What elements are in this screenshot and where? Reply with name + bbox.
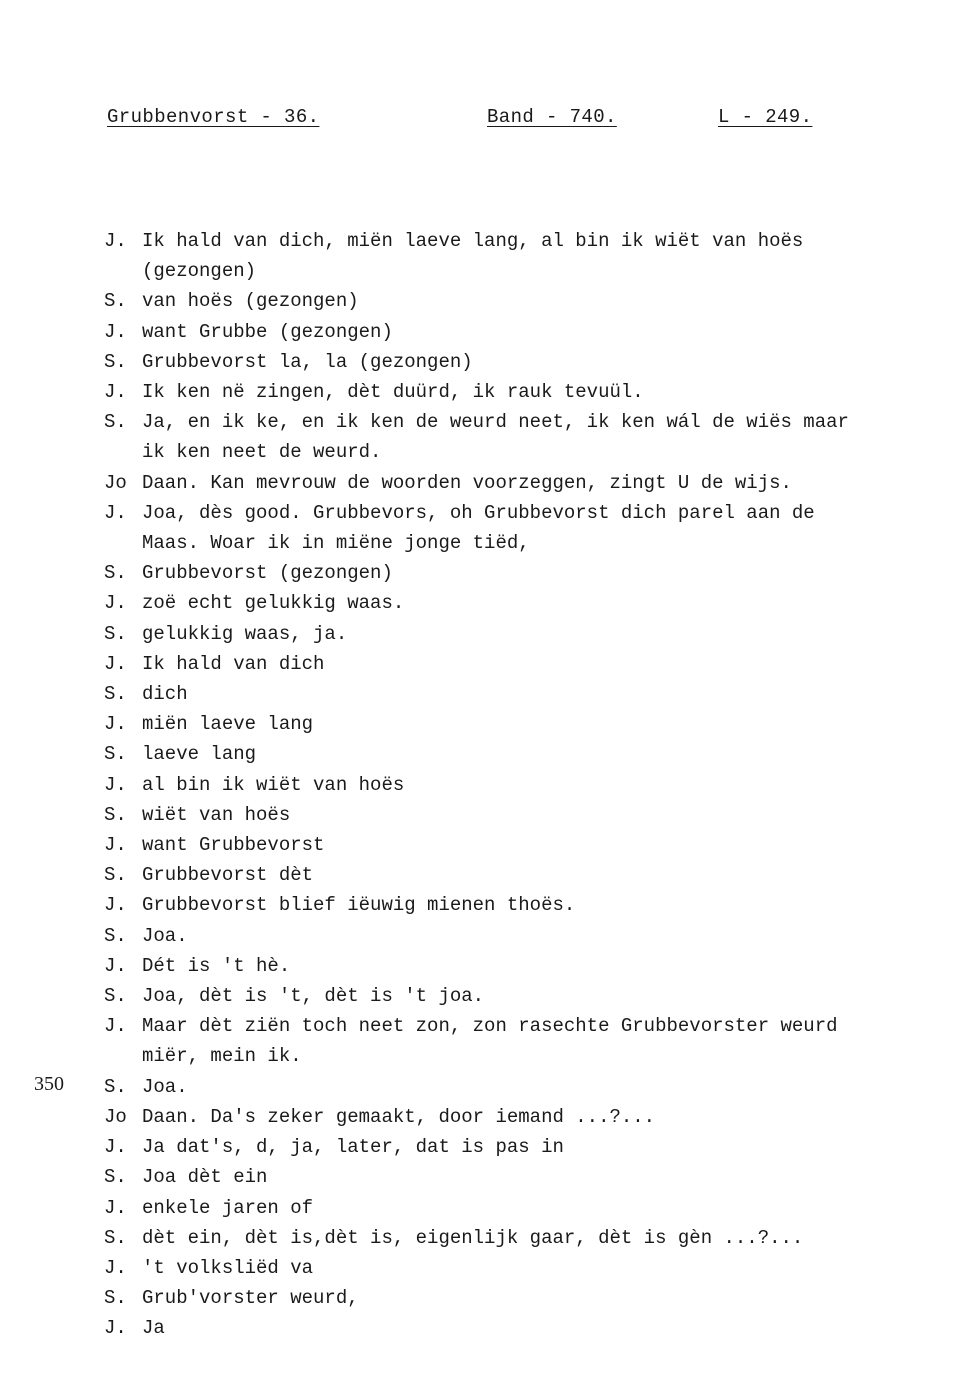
speaker-label: Jo <box>104 1105 127 1128</box>
speaker-label: J. <box>104 1256 127 1279</box>
utterance-text: Joa. <box>142 924 188 947</box>
utterance-text: van hoës (gezongen) <box>142 290 359 313</box>
utterance-text: Daan. Da's zeker gemaakt, door iemand ...?... <box>142 1105 656 1128</box>
transcript-line <box>0 1283 979 1313</box>
speaker-label: J. <box>104 501 127 524</box>
speaker-label: S. <box>104 803 127 826</box>
header-place: Grubbenvorst - 36. <box>107 106 320 128</box>
transcript-line <box>0 1011 979 1071</box>
transcript-line <box>0 1313 979 1343</box>
speaker-label: Jo <box>104 471 127 494</box>
transcript-line <box>0 226 979 286</box>
speaker-label: J. <box>104 592 127 615</box>
utterance-text: Maar dèt ziën toch neet zon, zon rasechte Grubbevorster weurd miër, mein ik. <box>142 1015 849 1068</box>
utterance-text: enkele jaren of <box>142 1196 314 1219</box>
margin-line-number: 350 <box>34 1073 64 1095</box>
utterance-text: Grubbevorst (gezongen) <box>142 562 393 585</box>
utterance-text: miën laeve lang <box>142 713 314 736</box>
speaker-label: S. <box>104 622 127 645</box>
utterance-text: zoë echt gelukkig waas. <box>142 592 405 615</box>
transcript-line <box>0 679 979 709</box>
utterance-text: Daan. Kan mevrouw de woorden voorzeggen, zingt U de wijs. <box>142 471 792 494</box>
utterance-text: dich <box>142 683 188 706</box>
transcript-line <box>0 951 979 981</box>
transcript-line <box>0 498 979 558</box>
utterance-text: Joa, dès good. Grubbevors, oh Grubbevorst dich parel aan de Maas. Woar ik in miëne jonge tiëd, <box>142 501 827 555</box>
speaker-label: S. <box>104 1075 127 1098</box>
transcript-line <box>0 347 979 377</box>
transcript-line <box>0 770 979 800</box>
speaker-label: J. <box>104 1196 127 1219</box>
transcript-line <box>0 1162 979 1192</box>
utterance-text: Joa. <box>142 1075 188 1098</box>
speaker-label: S. <box>104 290 127 313</box>
utterance-text: Ja dat's, d, ja, later, dat is pas in <box>142 1136 564 1159</box>
speaker-label: S. <box>104 924 127 947</box>
transcript-line <box>0 800 979 830</box>
transcript-line <box>0 1253 979 1283</box>
speaker-label: J. <box>104 381 127 404</box>
speaker-label: J. <box>104 773 127 796</box>
transcript-line <box>0 1223 979 1253</box>
speaker-label: J. <box>104 652 127 675</box>
speaker-label: J. <box>104 1317 127 1340</box>
header-leaf: L - 249. <box>718 106 813 128</box>
speaker-label: S. <box>104 864 127 887</box>
speaker-label: J. <box>104 320 127 343</box>
transcript-line <box>0 1132 979 1162</box>
speaker-label: S. <box>104 562 127 585</box>
speaker-label: J. <box>104 954 127 977</box>
speaker-label: S. <box>104 1166 127 1189</box>
utterance-text: laeve lang <box>142 743 257 766</box>
speaker-label: J. <box>104 1136 127 1159</box>
speaker-label: J. <box>104 230 127 252</box>
speaker-label: S. <box>104 1226 127 1249</box>
utterance-text: Ik hald van dich <box>142 652 325 675</box>
utterance-text: dèt ein, dèt is,dèt is, eigenlijk gaar, dèt is gèn ...?... <box>142 1226 804 1249</box>
utterance-text: Joa dèt ein <box>142 1166 268 1189</box>
utterance-text: Ik ken në zingen, dèt duürd, ik rauk tevuül. <box>142 381 644 404</box>
utterance-text: Grubbevorst la, la (gezongen) <box>142 350 473 373</box>
utterance-text: Grubbevorst blief iëuwig mienen thoës. <box>142 894 576 917</box>
utterance-text: Grub'vorster weurd, <box>142 1287 359 1310</box>
transcript-line <box>0 649 979 679</box>
speaker-label: S. <box>104 985 127 1008</box>
utterance-text: Ja <box>142 1317 165 1340</box>
transcript-line <box>0 468 979 498</box>
transcript-line <box>0 317 979 347</box>
utterance-text: Grubbevorst dèt <box>142 864 314 887</box>
speaker-label: J. <box>104 1015 127 1038</box>
transcript <box>0 226 979 1344</box>
transcript-line <box>0 407 979 467</box>
speaker-label: S. <box>104 1287 127 1310</box>
utterance-text: 't volksliëd va <box>142 1256 314 1279</box>
transcript-line <box>0 588 979 618</box>
utterance-text: Dét is 't hè. <box>142 954 291 977</box>
transcript-line <box>0 1072 979 1102</box>
utterance-text: gelukkig waas, ja. <box>142 622 348 645</box>
utterance-text: al bin ik wiët van hoës <box>142 773 405 796</box>
utterance-text: Ik hald van dich, miën laeve lang, al bin ik wiët van hoës (gezongen) <box>142 230 815 283</box>
utterance-text: want Grubbevorst <box>142 834 325 857</box>
transcript-line <box>0 377 979 407</box>
speaker-label: S. <box>104 411 127 434</box>
utterance-text: Ja, en ik ke, en ik ken de weurd neet, ik ken wál de wiës maar ik ken neet de weurd. <box>142 411 861 464</box>
utterance-text: want Grubbe (gezongen) <box>142 320 393 343</box>
transcript-line <box>0 739 979 769</box>
speaker-label: S. <box>104 743 127 766</box>
page-header <box>0 106 979 134</box>
transcript-line <box>0 286 979 316</box>
speaker-label: J. <box>104 834 127 857</box>
speaker-label: J. <box>104 713 127 736</box>
transcript-line <box>0 890 979 920</box>
transcript-line <box>0 921 979 951</box>
transcript-line <box>0 860 979 890</box>
transcript-line <box>0 709 979 739</box>
transcript-line <box>0 981 979 1011</box>
transcript-line <box>0 1102 979 1132</box>
transcript-line <box>0 558 979 588</box>
speaker-label: S. <box>104 350 127 373</box>
transcript-line <box>0 830 979 860</box>
header-band: Band - 740. <box>487 106 617 128</box>
transcript-line <box>0 1193 979 1223</box>
utterance-text: Joa, dèt is 't, dèt is 't joa. <box>142 985 485 1008</box>
speaker-label: S. <box>104 683 127 706</box>
utterance-text: wiët van hoës <box>142 803 291 826</box>
speaker-label: J. <box>104 894 127 917</box>
transcript-line <box>0 619 979 649</box>
